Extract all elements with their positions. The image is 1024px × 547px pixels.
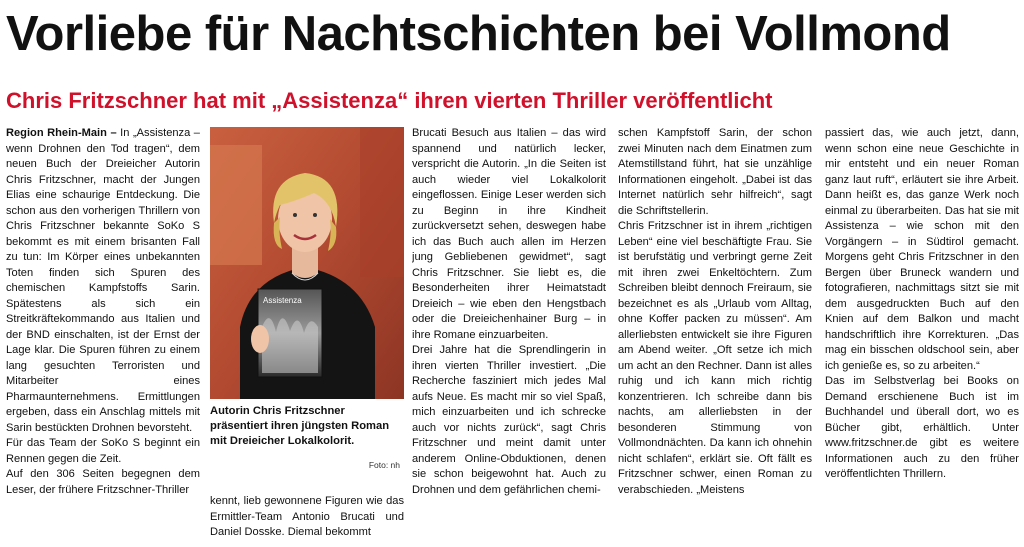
book-title: Assistenza (263, 296, 302, 305)
article-column-3 (412, 126, 606, 546)
article-column-2 (210, 494, 404, 546)
paragraph-text: In „Assistenza – wenn Drohnen den Tod tragen“, dem neuen Buch der Dreieicher Autorin Chris Fritzschner, macht der Jungen Elias eine schaurige Entdeckung. Die schon aus den vorherigen Thrillern von Chris Fritzschner bekannte SoKo S bekommt es mit einem brisanten Fall zu tun: Im Körper eines unbekannten Toten finden sich Spuren des chemischen Kampfstoffs Sarin. Spätestens als sich ein Streitkräftekommando aus Italien und der BND einschalten, ist der Ernst der Lage klar. Die Spuren führen zu einem lang gesuchten Terroristen und Mitarbeiter eines Pharmaunternehmens. Ermittlungen ergeben, dass ein Anschlag mittels mit Sarin bestückten Drohnen bevorsteht. (6, 127, 200, 434)
paragraph: Auf den 306 Seiten begegnen dem Leser, der frühere Fritzschner-Thriller (6, 468, 200, 496)
author-photo (210, 127, 404, 399)
photo-credit: Foto: nh (368, 460, 400, 470)
photo-caption: Autorin Chris Fritzschner präsentiert ihren jüngsten Roman mit Dreieicher Lokalkolorit. (210, 405, 390, 447)
article-column-5 (825, 126, 1019, 546)
subheadline: Chris Fritzschner hat mit „Assistenza“ ihren vierten Thriller veröffentlicht (6, 88, 773, 113)
dateline: Region Rhein-Main – (6, 127, 117, 139)
article-column-4 (618, 126, 812, 546)
paragraph (6, 126, 200, 436)
paragraph: kennt, lieb gewonnene Figuren wie das Ermittler-Team Antonio Brucati und Daniel Dosske. Diemal bekommt (210, 495, 404, 538)
headline: Vorliebe für Nachtschichten bei Vollmond (6, 7, 951, 61)
paragraph: Brucati Besuch aus Italien – das wird spannend und natürlich lecker, verspricht die Autorin. „In die Seiten ist auch wieder viel Lokalkolorit eingeflossen. Einige Leser werden sich zu Beginn in ihre Kindheit zurückversetzt sehen, deswegen habe ich das Buch auch allen im Herzen jung Gebliebenen gewidmet“, sagt Chris Fritzschner. Sie liebt es, die Besonderheiten ihrer Heimatstadt Dreieich – wie eben den Hengstbach oder die Dreieichenhainer Burg – in ihre Romane einzuarbeiten. (412, 127, 606, 341)
paragraph: Drei Jahre hat die Sprendlingerin in ihren vierten Thriller investiert. „Die Recherche fasziniert mich jedes Mal aufs Neue. Es macht mir so viel Spaß, mich einzuarbeiten und ich schrecke auch vor nichts zurück“, sagt Chris Fritzschner und meint damit unter anderem Online-Obduktionen, denen sie schon beigewohnt hat. Auch zu Drohnen und dem gefährlichen chemi- (412, 344, 606, 496)
paragraph: Für das Team der SoKo S beginnt ein Rennen gegen die Zeit. (6, 437, 200, 465)
paragraph: Das im Selbstverlag bei Books on Demand erschienene Buch ist im Buchhandel und überall dort, wo es Bücher gibt, erhältlich. Unter www.fritzschner.de gibt es weitere Informationen auch zu den früher veröffentlichten Thrillern. (825, 375, 1019, 480)
article-column-1 (6, 126, 200, 546)
paragraph: Chris Fritzschner ist in ihrem „richtigen Leben“ eine viel beschäftigte Frau. Sie ist berufstätig und verbringt gerne Zeit mit ihren zwei Enkeltöchtern. Zum Schreiben bleibt dennoch Freiraum, sie bezeichnet es als „Urlaub vom Alltag, ohne Koffer packen zu müssen“. Am allerliebsten entwickelt sie ihre Figuren am Abend weiter. „Oft setze ich mich um acht an den Rechner. Dann ist alles ruhig und ich kann mich richtig konzentrieren. Ich schreibe dann bis nachts, am allerliebsten in der besonderen Stimmung von Vollmondnächten. Da kann ich ohnehin nicht schlafen“, erklärt sie. Oft fällt es Fritzschner schwer, einen Roman zu verabschieden. „Meistens (618, 220, 812, 496)
paragraph: passiert das, wie auch jetzt, dann, wenn schon eine neue Geschichte in mir entsteht und ein neuer Roman ganz laut ruft“, erläutert sie ihre Arbeit. Dann heißt es, das ganze Werk noch einmal zu überarbeiten. Das hat sie mit Assistenza – wie schon mit den Vorgängern – in Südtirol gemacht. Morgens geht Chris Fritzschner in den Bergen über Bruneck wandern und fotografieren, nachmittags sitzt sie mit dem ausgedruckten Buch auf den Knien auf dem Balkon und macht handschriftlich ihre Korrekturen. „Das mag ein bisschen oldschool sein, aber ich genieße es, so zu arbeiten.“ (825, 127, 1019, 372)
paragraph: schen Kampfstoff Sarin, der schon zwei Minuten nach dem Einatmen zum Atemstillstand führt, hat sie unzählige Informationen eingeholt. „Dabei ist das Internet natürlich sehr hilfreich“, sagt die Schriftstellerin. (618, 127, 812, 217)
